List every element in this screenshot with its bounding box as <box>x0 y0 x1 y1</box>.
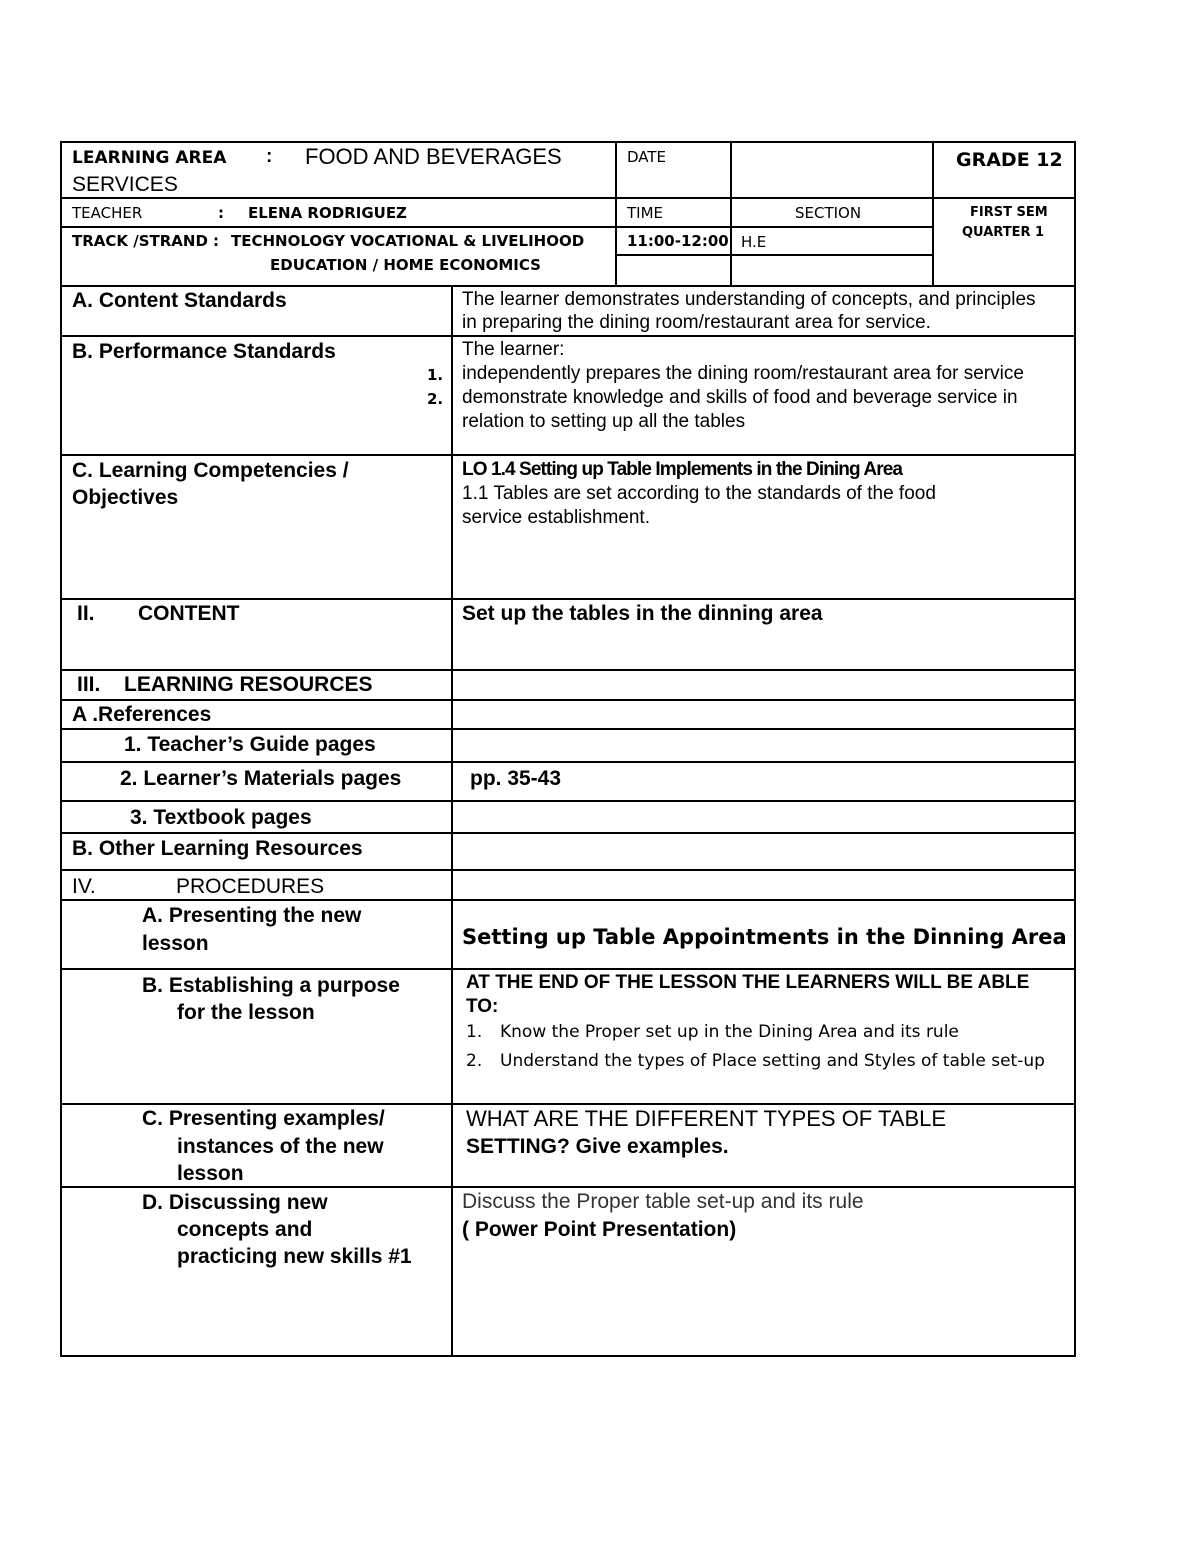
procedure-c-value-cont: SETTING? Give examples. <box>466 1135 729 1158</box>
row-divider <box>60 669 1076 671</box>
track-label: TRACK /STRAND <box>72 232 208 250</box>
teachers-guide-label: 1. Teacher’s Guide pages <box>124 733 376 756</box>
content-section-value: Set up the tables in the dinning area <box>462 602 823 625</box>
performance-item-number: 2. <box>427 390 444 408</box>
purpose-item-number: 1. <box>466 1022 483 1042</box>
procedure-b-label: B. Establishing a purpose <box>142 974 400 997</box>
procedure-a-label: A. Presenting the new <box>142 904 362 927</box>
procedure-c-value: WHAT ARE THE DIFFERENT TYPES OF TABLE <box>466 1106 947 1131</box>
row-divider <box>60 761 1076 763</box>
content-standards-text: The learner demonstrates understanding of concepts, and principles <box>462 289 1036 310</box>
performance-item-text: independently prepares the dining room/restaurant area for service <box>462 363 1024 384</box>
learners-materials-label: 2. Learner’s Materials pages <box>120 767 402 790</box>
teacher-label: TEACHER <box>72 204 143 222</box>
header-row-divider-1 <box>60 197 1076 199</box>
competency-text: 1.1 Tables are set according to the standards of the food <box>462 483 936 504</box>
procedure-d-value: Discuss the Proper table set-up and its rule <box>462 1190 864 1213</box>
performance-standards-label: B. Performance Standards <box>72 340 336 363</box>
header-row-divider-3 <box>616 254 933 256</box>
row-divider <box>60 800 1076 802</box>
row-divider <box>60 899 1076 901</box>
procedure-c-label-cont: instances of the new <box>177 1135 384 1158</box>
time-value: 11:00-12:00 <box>627 232 729 250</box>
learning-area-value-cont: SERVICES <box>72 173 178 196</box>
procedure-c-label-cont: lesson <box>177 1162 244 1185</box>
procedure-d-label-cont: concepts and <box>177 1218 313 1241</box>
procedure-d-label-cont: practicing new skills #1 <box>177 1245 412 1268</box>
performance-standards-intro: The learner: <box>462 339 565 360</box>
teacher-name: ELENA RODRIGUEZ <box>248 204 407 222</box>
learning-area-label: LEARNING AREA <box>72 148 227 168</box>
row-divider <box>60 1186 1076 1188</box>
references-label: A .References <box>72 703 212 726</box>
track-value-cont: EDUCATION / HOME ECONOMICS <box>270 256 541 274</box>
header-col-divider-2 <box>730 141 732 287</box>
grade-label: GRADE 12 <box>956 149 1063 171</box>
procedure-a-value: Setting up Table Appointments in the Dinning Area <box>462 925 1067 949</box>
main-col-divider <box>451 285 453 1357</box>
quarter-label: QUARTER 1 <box>962 225 1045 240</box>
semester-label: FIRST SEM <box>970 205 1048 220</box>
procedure-a-label-cont: lesson <box>142 932 209 955</box>
procedure-d-value-cont: ( Power Point Presentation) <box>462 1218 737 1241</box>
learning-area-value: FOOD AND BEVERAGES <box>305 144 562 169</box>
row-divider <box>60 832 1076 834</box>
other-resources-label: B. Other Learning Resources <box>72 837 363 860</box>
content-standards-text-cont: in preparing the dining room/restaurant area for service. <box>462 312 931 333</box>
row-divider <box>60 699 1076 701</box>
row-divider <box>60 598 1076 600</box>
performance-item-number: 1. <box>427 366 444 384</box>
purpose-item-number: 2. <box>466 1051 483 1071</box>
header-row-divider-2 <box>60 226 933 228</box>
procedure-c-label: C. Presenting examples/ <box>142 1107 385 1130</box>
textbook-label: 3. Textbook pages <box>130 806 312 829</box>
learning-outcome: LO 1.4 Setting up Table Implements in the Dining Area <box>462 459 903 480</box>
performance-item-text-cont: relation to setting up all the tables <box>462 411 746 432</box>
procedure-b-heading-cont: TO: <box>466 996 499 1017</box>
row-divider <box>60 968 1076 970</box>
purpose-item-text: Know the Proper set up in the Dining Area and its rule <box>500 1022 959 1042</box>
competency-text-cont: service establishment. <box>462 507 650 528</box>
date-label: DATE <box>627 148 667 166</box>
competencies-label: C. Learning Competencies / <box>72 459 349 482</box>
content-standards-label: A. Content Standards <box>72 289 287 312</box>
resources-section-label: LEARNING RESOURCES <box>124 673 373 696</box>
procedure-b-heading: AT THE END OF THE LESSON THE LEARNERS WILL BE ABLE <box>466 972 1030 993</box>
procedure-b-label-cont: for the lesson <box>177 1001 315 1024</box>
section-label: SECTION <box>795 204 862 222</box>
content-section-label: CONTENT <box>138 602 240 625</box>
content-section-number: II. <box>77 602 95 625</box>
time-label: TIME <box>627 204 664 222</box>
header-col-divider-1 <box>615 141 617 287</box>
procedures-section-label: PROCEDURES <box>176 875 325 898</box>
procedures-section-number: IV. <box>72 875 96 898</box>
section-value: H.E <box>741 233 767 251</box>
row-divider <box>60 335 1076 337</box>
row-divider <box>60 1103 1076 1105</box>
purpose-item-text: Understand the types of Place setting and Styles of table set-up <box>500 1051 1045 1071</box>
learners-materials-value: pp. 35-43 <box>470 767 562 790</box>
performance-item-text: demonstrate knowledge and skills of food and beverage service in <box>462 387 1018 408</box>
header-col-divider-3 <box>932 141 934 287</box>
row-divider <box>60 869 1076 871</box>
track-colon: : <box>213 232 219 250</box>
resources-section-number: III. <box>77 673 101 696</box>
track-value: TECHNOLOGY VOCATIONAL & LIVELIHOOD <box>231 232 585 250</box>
teacher-colon: : <box>218 204 224 222</box>
row-divider <box>60 454 1076 456</box>
procedure-d-label: D. Discussing new <box>142 1191 328 1214</box>
row-divider <box>60 728 1076 730</box>
learning-area-colon: : <box>266 146 273 167</box>
competencies-label-cont: Objectives <box>72 486 179 509</box>
